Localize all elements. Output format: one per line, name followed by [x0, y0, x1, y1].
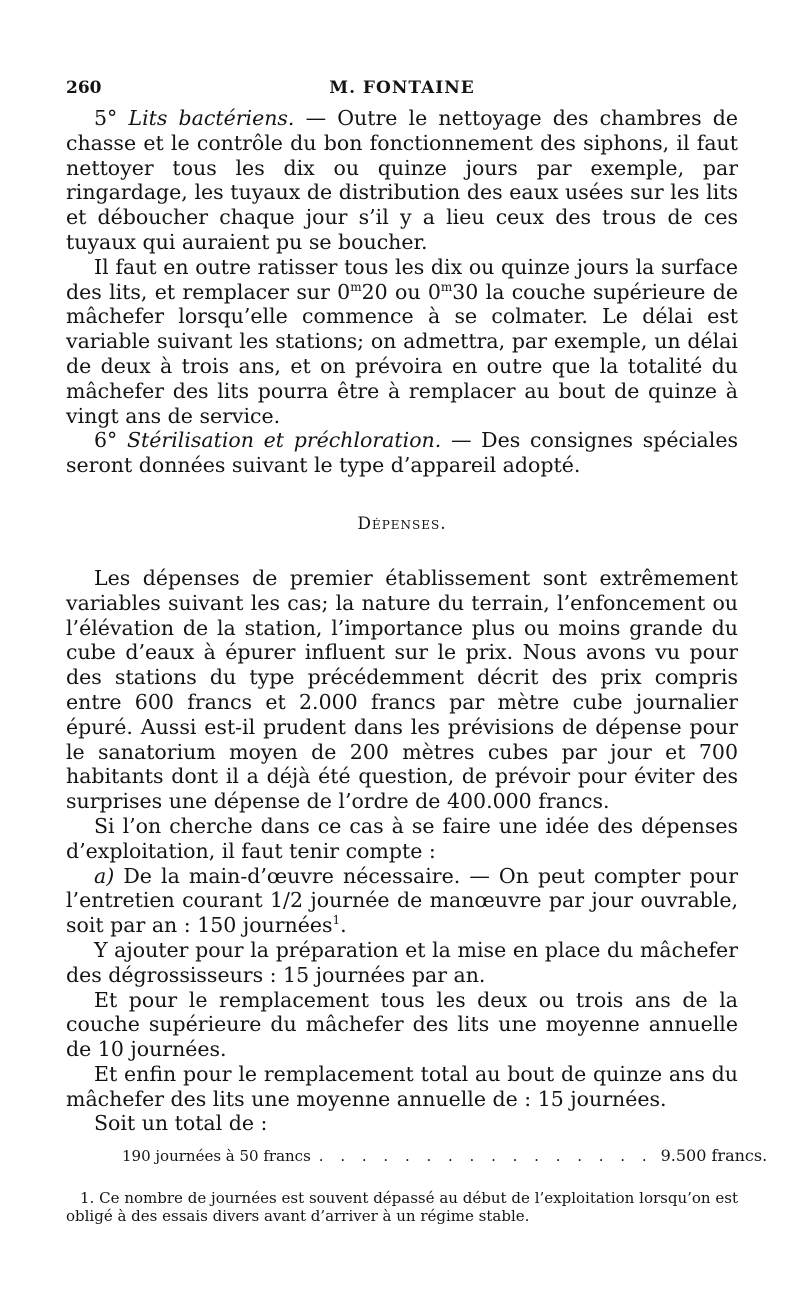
section-title-depenses: Dépenses.	[357, 513, 447, 534]
unit-metre-superscript: m	[440, 279, 453, 294]
paragraph-exploitation: Si l’on cherche dans ce cas à se faire une idée des dépenses d’exploitation, il faut tenir compte :	[66, 813, 738, 863]
section-5-text: — Outre le nettoyage des chambres de chasse et le contrôle du bon fonctionnement des siphons, il faut nettoyer tous les dix ou quinze jours par exemple, par ringardage, les tuyaux de distribution des eaux usées sur les lits et déboucher chaque jour s’il y a lieu ceux des trous de ces tuyaux qui auraient pu se boucher.	[66, 106, 738, 254]
paragraph-sterilisation	[66, 428, 738, 478]
paragraph-remplacement-couche: Et pour le remplacement tous les deux ou trois ans de la couche supérieure du mâchefer des lits une moyenne annuelle de 10 journées.	[66, 987, 738, 1062]
paragraph-main-oeuvre	[66, 864, 738, 938]
item-a-end: .	[340, 913, 347, 938]
unit-metre-superscript: m	[350, 279, 362, 294]
paragraph-depenses: Les dépenses de premier établissement sont extrêmement variables suivant les cas; la nature du terrain, l’enfoncement ou l’élévation de la station, l’importance plus ou moins grande du cube d’eaux à épurer influent sur le prix. Nous avons vu pour des stations du type précédemment décrit des prix compris entre 600 francs et 2.000 francs par mètre cube journalier épuré. Aussi est-il prudent dans les prévisions de dépense pour le sanatorium moyen de 200 mètres cubes par jour et 700 habitants dont il a déjà été question, de prévoir pour éviter des surprises une dépense de l’ordre de 400.000 francs.	[66, 565, 738, 814]
total-amount: 9.500 francs.	[660, 1146, 768, 1166]
section-6-text: — Des consignes spéciales seront données suivant le type d’appareil adopté.	[66, 428, 738, 478]
total-label: 190 journées à 50 francs	[122, 1147, 311, 1166]
paragraph-remplacement-total: Et enfin pour le remplacement total au bout de quinze ans du mâchefer des lits une moyenne annuelle de : 15 journées.	[66, 1061, 738, 1111]
paragraph-ratisser	[66, 255, 738, 429]
item-a-text: De la main-d’œuvre nécessaire. — On peut compter pour l’entretien courant 1/2 journée de manœuvre par jour ouvrable, soit par an : 150 journées	[66, 863, 738, 938]
total-calculation-line	[122, 1146, 768, 1166]
footnote: 1. Ce nombre de journées est souvent dépassé au début de l’exploitation lorsqu’on est obligé à des essais divers avant d’arriver à un régime stable.	[66, 1189, 738, 1226]
paragraph-total-intro: Soit un total de :	[94, 1111, 268, 1136]
item-a-label: a)	[94, 863, 115, 888]
section-5-title: Lits bactériens.	[128, 106, 295, 130]
ratisser-text-2: 20 ou 0	[361, 279, 441, 304]
dot-leader: . . . . . . . . . . . . . . . .	[318, 1147, 653, 1166]
book-page	[66, 72, 768, 1226]
ratisser-text-1: Il faut en outre ratisser tous les dix ou quinze jours la surface des lits, et remplacer sur 0	[66, 254, 738, 304]
ratisser-text-3: 30 la couche supérieure de mâchefer lorsqu’elle commence à se colmater. Le délai est variable suivant les stations; on admettra, par exemple, un délai de deux à trois ans, et on prévoira en outre que la totalité du mâchefer des lits pourra être à remplacer au bout de quinze à vingt ans de service.	[66, 279, 738, 428]
paragraph-lits-bacteriens	[66, 106, 738, 255]
section-6-number: 6°	[94, 428, 118, 453]
section-6-title: Stérilisation et préchloration.	[127, 428, 442, 453]
footnote-ref[interactable]: 1	[332, 913, 341, 928]
running-head: M. FONTAINE	[329, 78, 475, 98]
page-number: 260	[66, 78, 102, 98]
paragraph-degrossisseurs: Y ajouter pour la préparation et la mise en place du mâchefer des dégrossisseurs : 15 journées par an.	[66, 937, 738, 987]
page-header	[66, 72, 738, 106]
section-5-number: 5°	[94, 106, 118, 130]
